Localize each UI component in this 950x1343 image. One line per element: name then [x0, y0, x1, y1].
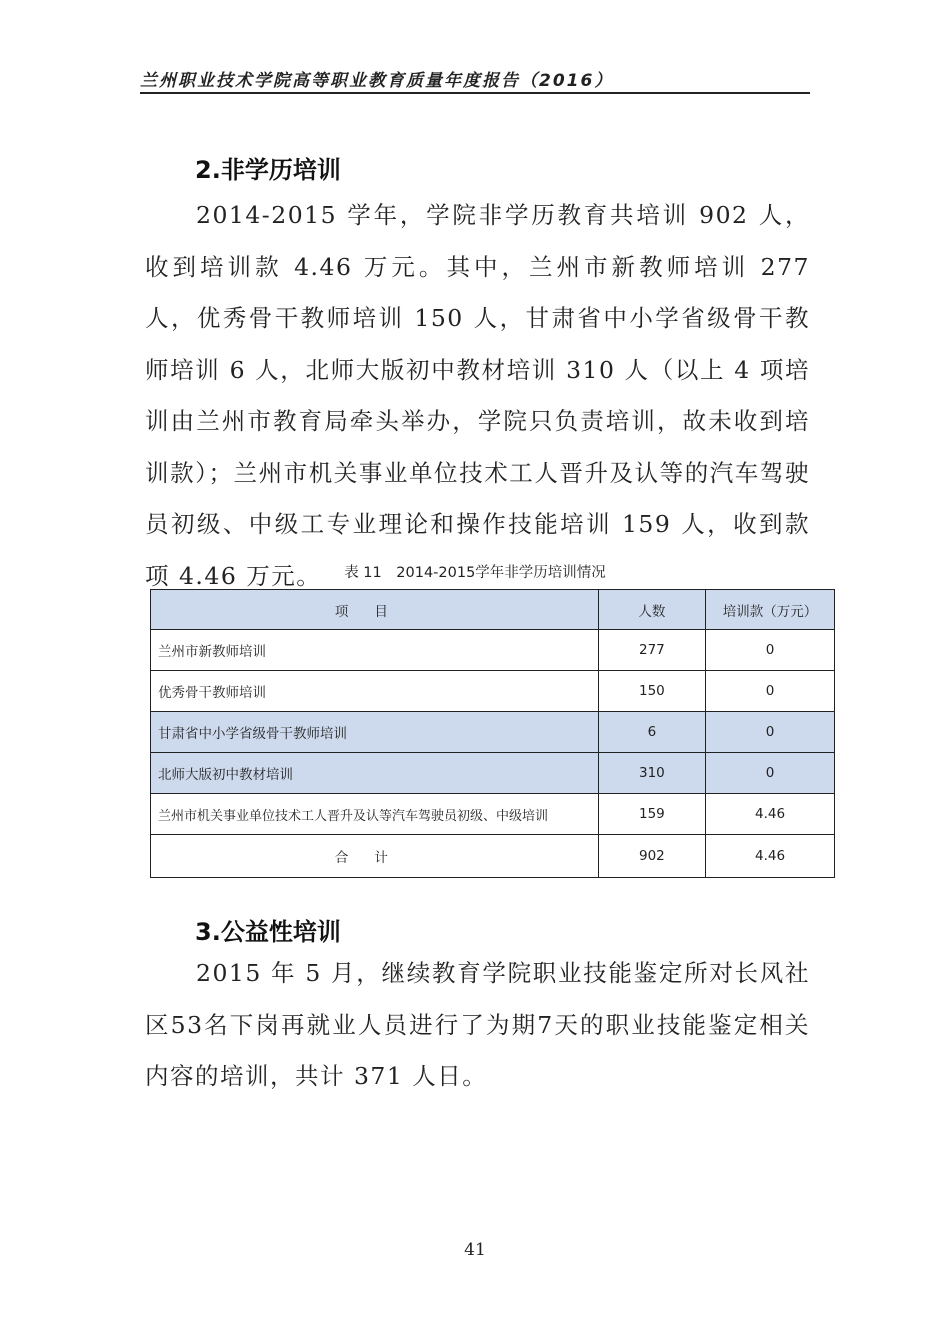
table-cell-fee: 0	[706, 671, 835, 712]
table-row	[151, 753, 835, 794]
table-header-row	[151, 590, 835, 630]
section-heading-non-degree-training: 2.非学历培训	[195, 156, 341, 184]
table-row	[151, 630, 835, 671]
table-row	[151, 794, 835, 835]
table-row	[151, 671, 835, 712]
section-paragraph-public-welfare-training: 2015 年 5 月，继续教育学院职业技能鉴定所对长风社区53名下岗再就业人员进行了为期7天的职业技能鉴定相关内容的培训，共计 371 人日。	[145, 959, 810, 1090]
table-cell-fee: 0	[706, 712, 835, 753]
table-cell-item: 甘肃省中小学省级骨干教师培训	[151, 712, 599, 753]
table-total-fee: 4.46	[706, 835, 835, 878]
column-header-fee: 培训款（万元）	[706, 590, 835, 630]
table-total-row	[151, 835, 835, 878]
report-header-title: 兰州职业技术学院高等职业教育质量年度报告（2016）	[140, 71, 614, 91]
section-heading-public-welfare-training: 3.公益性培训	[195, 918, 341, 946]
table-cell-item: 优秀骨干教师培训	[151, 671, 599, 712]
table-cell-fee: 0	[706, 753, 835, 794]
table-cell-count: 159	[598, 794, 705, 835]
table-total-label: 合计	[151, 835, 599, 878]
training-table	[150, 589, 835, 878]
page-number: 41	[464, 1240, 486, 1260]
table-caption: 表 11 2014-2015学年非学历培训情况	[344, 565, 606, 581]
table-cell-count: 310	[598, 753, 705, 794]
table-row	[151, 712, 835, 753]
section-paragraph-non-degree-training: 2014-2015 学年，学院非学历教育共培训 902 人，收到培训款 4.46 万元。其中，兰州市新教师培训 277 人，优秀骨干教师培训 150 人，甘肃省中小学省级骨干教师培训 6 人，北师大版初中教材培训 310 人（以上 4 项培训由兰州市教育局牵头举办，学院只负责培训，故未收到培训款）；兰州市机关事业单位技术工人晋升及认等的汽车驾驶员初级、中级工专业理论和操作技能培训 159 人，收到款项 4.46 万元。	[145, 201, 810, 590]
table-cell-count: 150	[598, 671, 705, 712]
table-cell-count: 277	[598, 630, 705, 671]
header-divider	[140, 92, 810, 94]
table-cell-item: 兰州市机关事业单位技术工人晋升及认等汽车驾驶员初级、中级培训	[151, 794, 599, 835]
table-cell-item: 兰州市新教师培训	[151, 630, 599, 671]
table-cell-fee: 4.46	[706, 794, 835, 835]
table-cell-count: 6	[598, 712, 705, 753]
column-header-item: 项目	[151, 590, 599, 630]
column-header-count: 人数	[598, 590, 705, 630]
table-total-count: 902	[598, 835, 705, 878]
table-cell-item: 北师大版初中教材培训	[151, 753, 599, 794]
table-cell-fee: 0	[706, 630, 835, 671]
